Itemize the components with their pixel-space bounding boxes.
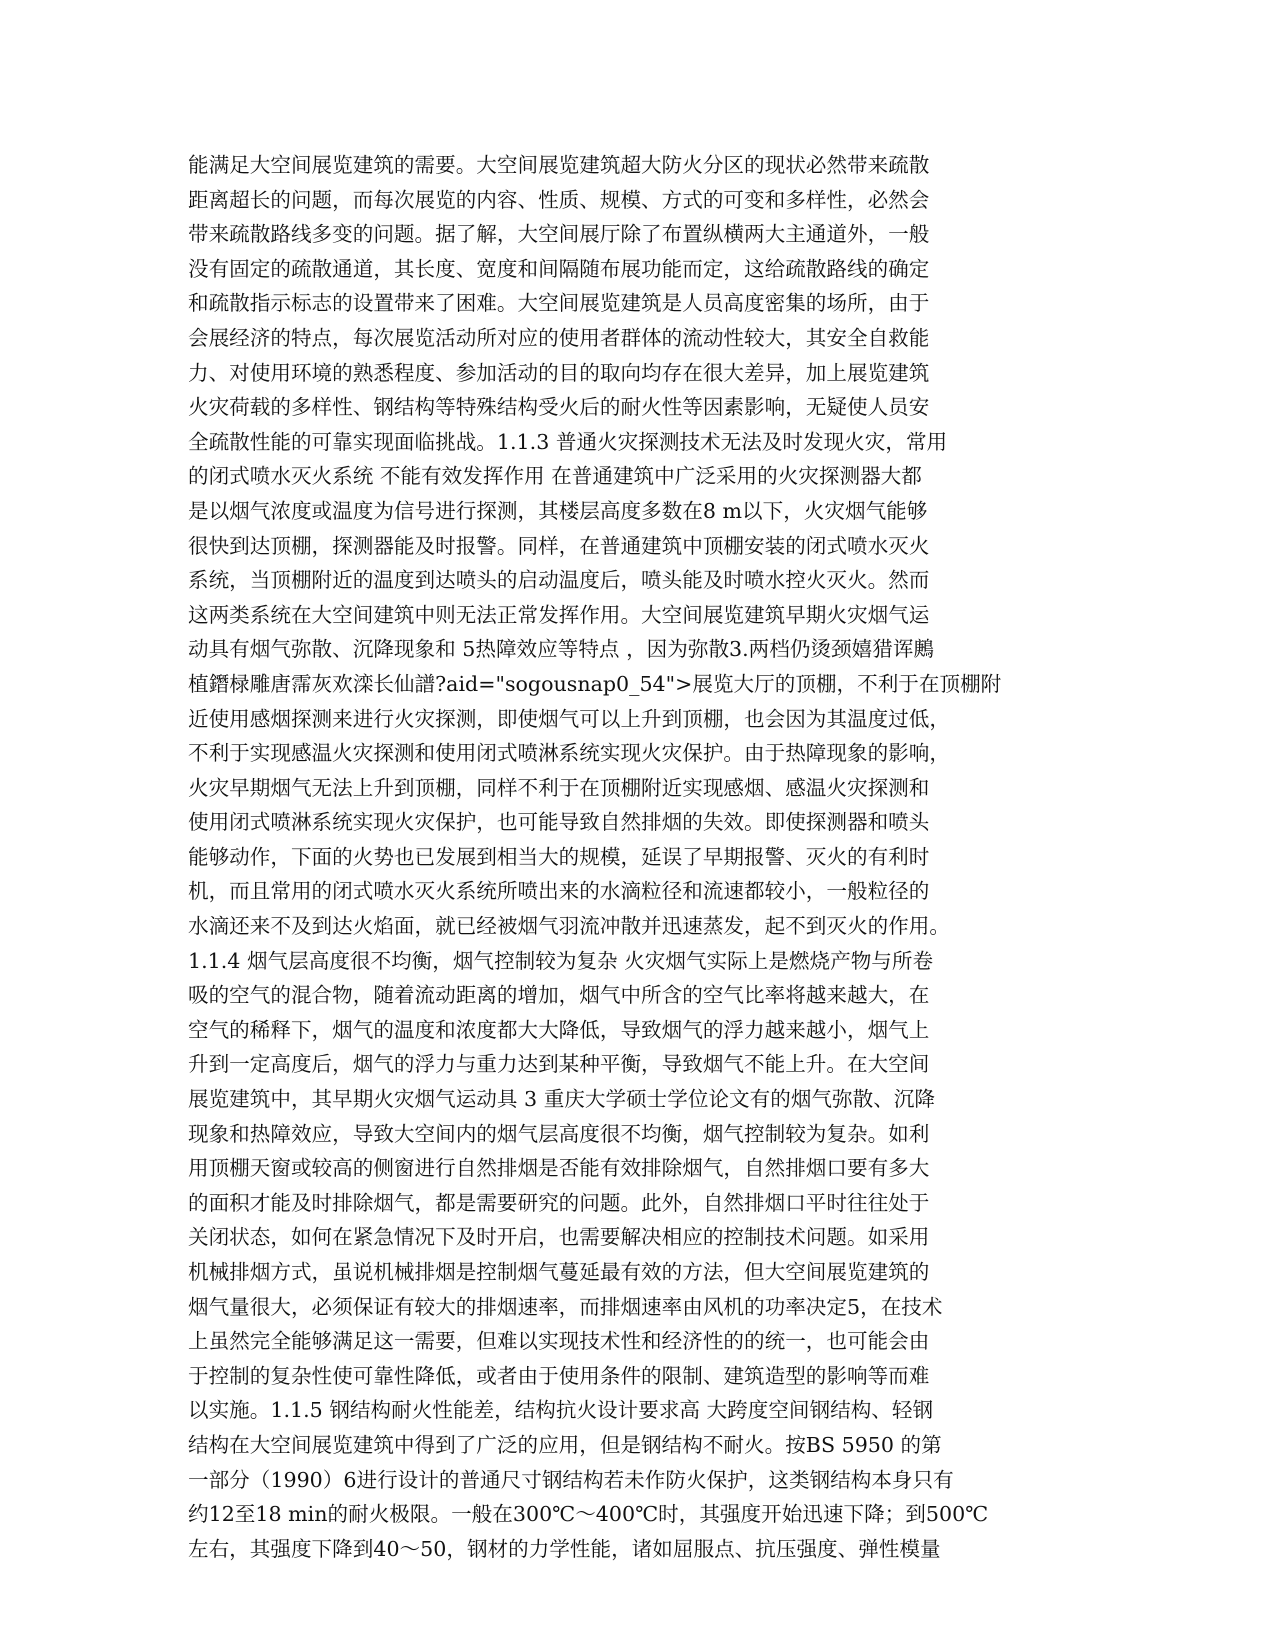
text-line: 能满足大空间展览建筑的需要。大空间展览建筑超大防火分区的现状必然带来疏散	[188, 153, 930, 177]
text-line: 植鐕椂雕唐霈灰欢滦长仙譜?aid="sogousnap0_54">展览大厅的顶棚，不利于在顶棚附	[188, 671, 1002, 696]
text-line: 左右，其强度下降到40～50，钢材的力学性能，诸如屈服点、抗压强度、弹性模量	[188, 1536, 941, 1561]
text-line: 很快到达顶棚，探测器能及时报警。同样，在普通建筑中顶棚安装的闭式喷水灭火	[188, 533, 930, 558]
text-line: 这两类系统在大空间建筑中则无法正常发挥作用。大空间展览建筑早期火灾烟气运	[188, 602, 930, 627]
text-line: 全疏散性能的可靠实现面临挑战。1.1.3 普通火灾探测技术无法及时发现火灾，常用	[188, 429, 948, 454]
text-line: 会展经济的特点，每次展览活动所对应的使用者群体的流动性较大，其安全自救能	[188, 325, 930, 350]
text-line: 水滴还来不及到达火焰面，就已经被烟气羽流冲散并迅速蒸发，起不到灭火的作用。	[188, 914, 950, 939]
text-line: 系统，当顶棚附近的温度到达喷头的启动温度后，喷头能及时喷水控火灭火。然而	[188, 568, 930, 593]
text-line: 空气的稀释下，烟气的温度和浓度都大大降低，导致烟气的浮力越来越小，烟气上	[188, 1017, 930, 1042]
text-line: 展览建筑中，其早期火灾烟气运动具 3 重庆大学硕士学位论文有的烟气弥散、沉降	[188, 1087, 935, 1112]
text-line: 升到一定高度后，烟气的浮力与重力达到某种平衡，导致烟气不能上升。在大空间	[188, 1052, 930, 1077]
text-line: 结构在大空间展览建筑中得到了广泛的应用，但是钢结构不耐火。按BS 5950 的第	[188, 1432, 942, 1457]
text-line: 吸的空气的混合物，随着流动距离的增加，烟气中所含的空气比率将越来越大，在	[188, 983, 930, 1008]
text-line: 1.1.4 烟气层高度很不均衡，烟气控制较为复杂 火灾烟气实际上是燃烧产物与所卷	[188, 948, 934, 973]
text-line: 没有固定的疏散通道，其长度、宽度和间隔随布展功能而定，这给疏散路线的确定	[188, 256, 930, 281]
text-line: 是以烟气浓度或温度为信号进行探测，其楼层高度多数在8 m以下，火灾烟气能够	[188, 498, 928, 523]
text-line: 力、对使用环境的熟悉程度、参加活动的目的取向均存在很大差异，加上展览建筑	[188, 360, 930, 385]
text-line: 距离超长的问题，而每次展览的内容、性质、规模、方式的可变和多样性，必然会	[188, 187, 930, 212]
body-text	[188, 148, 1088, 1566]
text-line: 约12至18 min的耐火极限。一般在300℃～400℃时，其强度开始迅速下降；到500℃	[188, 1502, 989, 1527]
text-line: 于控制的复杂性使可靠性降低，或者由于使用条件的限制、建筑造型的影响等而难	[188, 1363, 930, 1388]
text-line: 近使用感烟探测来进行火灾探测，即使烟气可以上升到顶棚，也会因为其温度过低，	[188, 706, 950, 731]
text-line: 的面积才能及时排除烟气，都是需要研究的问题。此外，自然排烟口平时往往处于	[188, 1190, 930, 1215]
text-line: 一部分（1990）6进行设计的普通尺寸钢结构若未作防火保护，这类钢结构本身只有	[188, 1467, 954, 1492]
text-line: 动具有烟气弥散、沉降现象和 5热障效应等特点 ，因为弥散3.两档仍烫颈嬉猎诨鶊	[188, 637, 935, 662]
text-line: 的闭式喷水灭火系统 不能有效发挥作用 在普通建筑中广泛采用的火灾探测器大都	[188, 464, 922, 489]
text-line: 不利于实现感温火灾探测和使用闭式喷淋系统实现火灾保护。由于热障现象的影响，	[188, 741, 950, 766]
text-line: 关闭状态，如何在紧急情况下及时开启，也需要解决相应的控制技术问题。如采用	[188, 1225, 930, 1250]
text-line: 机械排烟方式，虽说机械排烟是控制烟气蔓延最有效的方法，但大空间展览建筑的	[188, 1260, 930, 1284]
text-line: 带来疏散路线多变的问题。据了解，大空间展厅除了布置纵横两大主通道外，一般	[188, 222, 930, 247]
text-line: 机，而且常用的闭式喷水灭火系统所喷出来的水滴粒径和流速都较小，一般粒径的	[188, 879, 930, 904]
text-line: 现象和热障效应，导致大空间内的烟气层高度很不均衡，烟气控制较为复杂。如利	[188, 1121, 930, 1146]
text-line: 用顶棚天窗或较高的侧窗进行自然排烟是否能有效排除烟气，自然排烟口要有多大	[188, 1156, 930, 1181]
text-line: 使用闭式喷淋系统实现火灾保护，也可能导致自然排烟的失效。即使探测器和喷头	[188, 810, 930, 835]
text-line: 以实施。1.1.5 钢结构耐火性能差，结构抗火设计要求高 大跨度空间钢结构、轻钢	[188, 1398, 934, 1423]
text-line: 烟气量很大，必须保证有较大的排烟速率，而排烟速率由风机的功率决定5，在技术	[188, 1294, 943, 1319]
text-line: 和疏散指示标志的设置带来了困难。大空间展览建筑是人员高度密集的场所，由于	[188, 291, 930, 316]
text-line: 上虽然完全能够满足这一需要，但难以实现技术性和经济性的的统一，也可能会由	[188, 1329, 930, 1354]
text-line: 火灾荷载的多样性、钢结构等特殊结构受火后的耐火性等因素影响，无疑使人员安	[188, 395, 930, 420]
text-line: 能够动作，下面的火势也已发展到相当大的规模，延误了早期报警、灭火的有利时	[188, 844, 930, 869]
text-line: 火灾早期烟气无法上升到顶棚，同样不利于在顶棚附近实现感烟、感温火灾探测和	[188, 775, 930, 800]
